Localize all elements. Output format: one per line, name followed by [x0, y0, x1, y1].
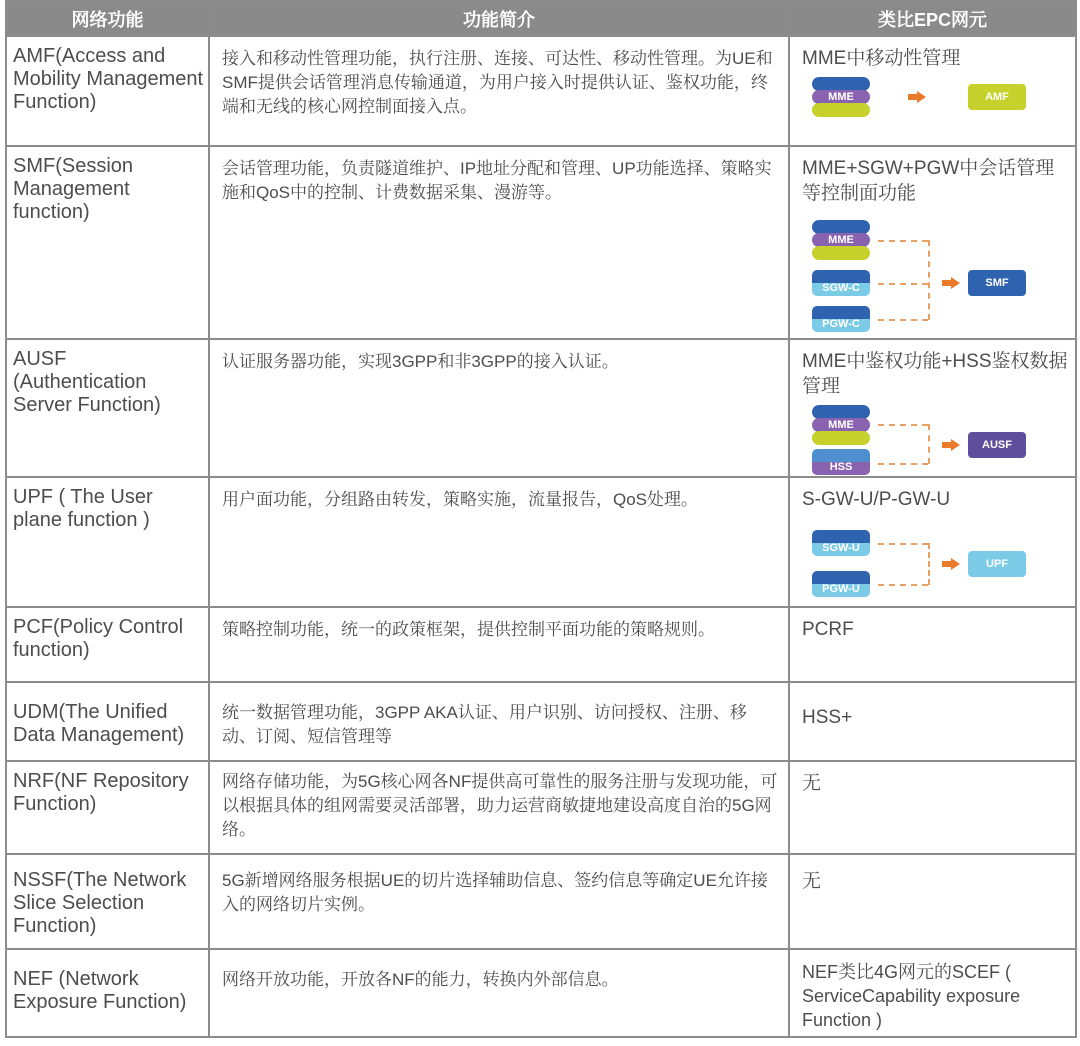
mme-stack-bottom	[812, 246, 870, 260]
mme-stack-top	[812, 77, 870, 91]
mme-label: MME	[828, 234, 854, 246]
arrow-right-icon	[942, 439, 960, 451]
smf-box: SMF	[968, 270, 1026, 296]
mme-stack-bottom	[812, 431, 870, 445]
mme-stack-top	[812, 405, 870, 419]
cell-nf-name: AMF(Access and Mobility Management Function)	[6, 36, 209, 146]
table-row	[6, 339, 1076, 477]
connector-line	[878, 463, 928, 465]
connector-line	[878, 283, 928, 285]
cell-nf-name: NEF (Network Exposure Function)	[6, 949, 209, 1037]
cell-epc	[789, 339, 1076, 477]
mme-stack-top	[812, 220, 870, 234]
hss-label: HSS	[829, 461, 853, 473]
cell-epc	[789, 146, 1076, 339]
arrow-right-icon	[942, 277, 960, 289]
amf-box: AMF	[968, 84, 1026, 110]
cell-nf-name: UDM(The Unified Data Management)	[6, 682, 209, 761]
header-epc-analog: 类比EPC网元	[789, 1, 1076, 36]
cell-description: 策略控制功能，统一的政策框架，提供控制平面功能的策略规则。	[209, 607, 789, 682]
cell-epc: 无	[789, 761, 1076, 854]
connector-line	[878, 543, 928, 545]
upf-box: UPF	[968, 551, 1026, 577]
nf-comparison-table	[5, 0, 1077, 1038]
header-function-description: 功能简介	[209, 1, 789, 36]
epc-text: MME中移动性管理	[802, 48, 961, 69]
cell-epc: 无	[789, 854, 1076, 949]
cell-epc	[789, 36, 1076, 146]
cell-nf-name: UPF ( The User plane function )	[6, 477, 209, 607]
cell-epc: HSS+	[789, 682, 1076, 761]
sgw-u-label: SGW-U	[822, 542, 860, 554]
arrow-right-icon	[908, 91, 926, 103]
connector-line	[928, 240, 930, 320]
cell-description: 接入和移动性管理功能，执行注册、连接、可达性、移动性管理。为UE和SMF提供会话管理消息传输通道，为用户接入时提供认证、鉴权功能，终端和无线的核心网控制面接入点。	[209, 36, 789, 146]
cell-nf-name: NRF(NF Repository Function)	[6, 761, 209, 854]
epc-text: S-GW-U/P-GW-U	[802, 489, 951, 510]
connector-line	[878, 319, 928, 321]
header-network-function: 网络功能	[6, 1, 209, 36]
cell-epc: PCRF	[789, 607, 1076, 682]
table-row	[6, 949, 1076, 1037]
cell-nf-name: AUSF (Authentication Server Function)	[6, 339, 209, 477]
cell-nf-name: NSSF(The Network Slice Selection Function)	[6, 854, 209, 949]
epc-text: MME+SGW+PGW中会话管理等控制面功能	[802, 158, 1055, 204]
cell-description: 5G新增网络服务根据UE的切片选择辅助信息、签约信息等确定UE允许接入的网络切片实例。	[209, 854, 789, 949]
connector-line	[878, 424, 928, 426]
cell-description: 认证服务器功能，实现3GPP和非3GPP的接入认证。	[209, 339, 789, 477]
connector-line	[928, 543, 930, 585]
connector-line	[878, 584, 928, 586]
cell-description: 统一数据管理功能，3GPP AKA认证、用户识别、访问授权、注册、移动、订阅、短信管理等	[209, 682, 789, 761]
pgw-c-label: PGW-C	[822, 318, 860, 330]
cell-description: 用户面功能，分组路由转发，策略实施，流量报告，QoS处理。	[209, 477, 789, 607]
cell-nf-name: PCF(Policy Control function)	[6, 607, 209, 682]
table-header-row	[6, 1, 1076, 36]
mme-label: MME	[828, 91, 854, 103]
mme-stack-bottom	[812, 103, 870, 117]
table-row	[6, 477, 1076, 607]
cell-nf-name: SMF(Session Management function)	[6, 146, 209, 339]
cell-description: 会话管理功能，负责隧道维护、IP地址分配和管理、UP功能选择、策略实施和QoS中的控制、计费数据采集、漫游等。	[209, 146, 789, 339]
cell-description: 网络开放功能，开放各NF的能力，转换内外部信息。	[209, 949, 789, 1037]
table-row	[6, 607, 1076, 682]
table-row	[6, 146, 1076, 339]
ausf-box: AUSF	[968, 432, 1026, 458]
cell-epc: NEF类比4G网元的SCEF ( ServiceCapability exposure Function )	[789, 949, 1076, 1037]
cell-epc	[789, 477, 1076, 607]
table-row	[6, 761, 1076, 854]
connector-line	[878, 240, 928, 242]
table-row	[6, 682, 1076, 761]
epc-text: MME中鉴权功能+HSS鉴权数据管理	[802, 351, 1068, 397]
cell-description: 网络存储功能，为5G核心网各NF提供高可靠性的服务注册与发现功能，可以根据具体的组网需要灵活部署，助力运营商敏捷地建设高度自治的5G网络。	[209, 761, 789, 854]
pgw-u-label: PGW-U	[822, 583, 860, 595]
mme-label: MME	[828, 419, 854, 431]
connector-line	[928, 424, 930, 464]
table-row	[6, 36, 1076, 146]
table-row	[6, 854, 1076, 949]
arrow-right-icon	[942, 558, 960, 570]
sgw-c-label: SGW-C	[822, 282, 860, 294]
